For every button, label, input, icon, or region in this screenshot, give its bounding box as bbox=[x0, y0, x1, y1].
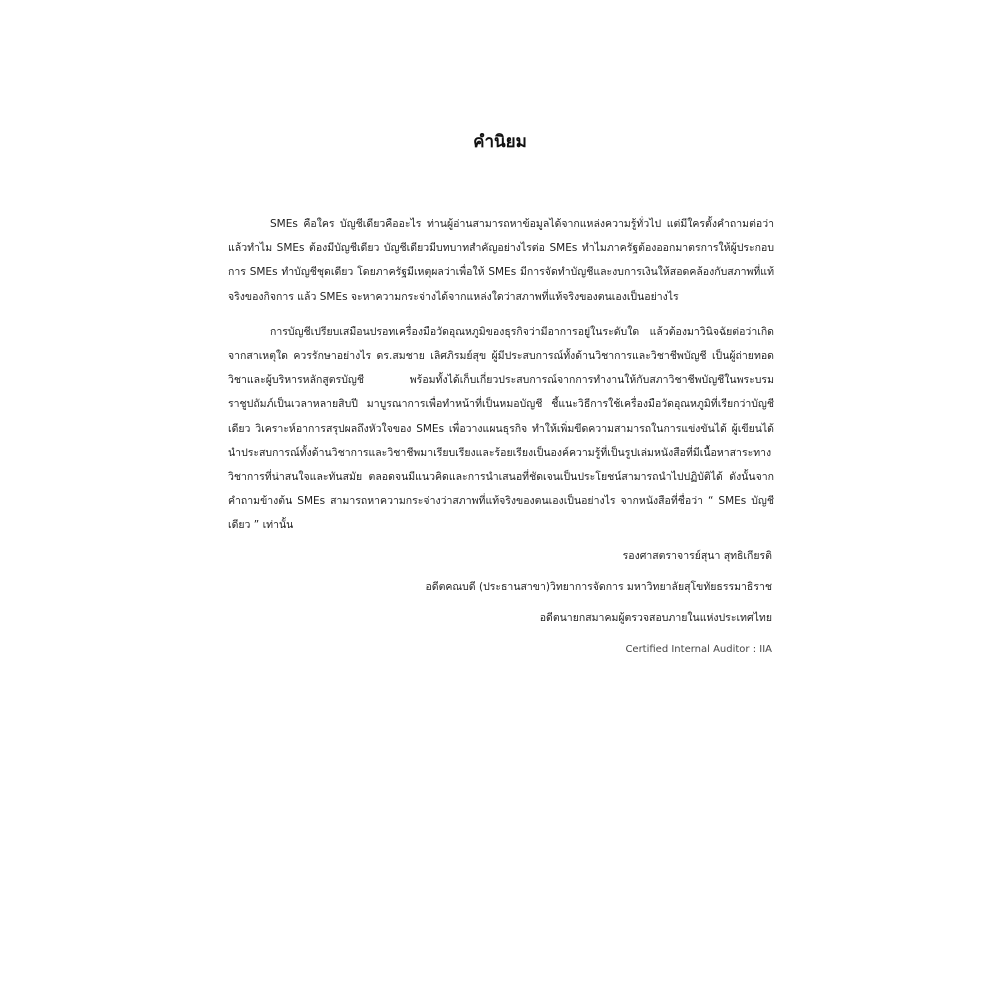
paragraph-1: SMEs คือใคร บัญชีเดียวคืออะไร ท่านผู้อ่านสามารถหาข้อมูลได้จากแหล่งความรู้ทั่วไป แต่มีใครตั้งคำถามต่อว่าแล้วทำไม SMEs ต้องมีบัญชีเดียว บัญชีเดียวมีบทบาทสำคัญอย่างไรต่อ SMEs ทำไมภาครัฐต้องออกมาตรการให้ผู้ประกอบการ SMEs ทำบัญชีชุดเดียว โดยภาครัฐมีเหตุผลว่าเพื่อให้ SMEs มีการจัดทำบัญชีและงบการเงินให้สอดคล้องกับสภาพที่แท้จริงของกิจการ แล้ว SMEs จะหาความกระจ่างได้จากแหล่งใดว่าสภาพที่แท้จริงของตนเองเป็นอย่างไร bbox=[228, 218, 774, 303]
signatory-position-2: อดีตนายกสมาคมผู้ตรวจสอบภายในแห่งประเทศไทย bbox=[539, 612, 772, 624]
paragraph-2: การบัญชีเปรียบเสมือนปรอทเครื่องมือวัดอุณหภูมิของธุรกิจว่ามีอาการอยู่ในระดับใด แล้วต้องมาวินิจฉัยต่อว่าเกิดจากสาเหตุใด ควรรักษาอย่างไร ดร.สมชาย เลิศภิรมย์สุข ผู้มีประสบการณ์ทั้งด้านวิชาการและวิชาชีพบัญชี เป็นผู้ถ่ายทอดวิชาและผู้บริหารหลักสูตรบัญชี พร้อมทั้งได้เก็บเกี่ยวประสบการณ์จากการทำงานให้กับสภาวิชาชีพบัญชีในพระบรมราชูปถัมภ์เป็นเวลาหลายสิบปี มาบูรณาการเพื่อทำหน้าที่เป็นหมอบัญชี ชี้แนะวิธีการใช้เครื่องมือวัดอุณหภูมิที่เรียกว่าบัญชีเดียว วิเคราะห์อาการสรุปผลถึงหัวใจของ SMEs เพื่อวางแผนธุรกิจ ทำให้เพิ่มขีดความสามารถในการแข่งขันได้ ผู้เขียนได้นำประสบการณ์ทั้งด้านวิชาการและวิชาชีพมาเรียบเรียงและร้อยเรียงเป็นองค์ความรู้ที่เป็นรูปเล่มหนังสือที่มีเนื้อหาสาระทางวิชาการที่น่าสนใจและทันสมัย ตลอดจนมีแนวคิดและการนำเสนอที่ชัดเจนเป็นประโยชน์สามารถนำไปปฏิบัติได้ ดังนั้นจากคำถามข้างต้น SMEs สามารถหาความกระจ่างว่าสภาพที่แท้จริงของตนเองเป็นอย่างไร จากหนังสือที่ชื่อว่า “ SMEs บัญชีเดียว ” เท่านั้น bbox=[228, 325, 774, 532]
signatory-position-1: อดีตคณบดี (ประธานสาขา)วิทยาการจัดการ มหาวิทยาลัยสุโขทัยธรรมาธิราช bbox=[425, 581, 772, 593]
page-title: คำนิยม bbox=[473, 132, 527, 152]
signatory-name: รองศาสตราจารย์สุนา สุทธิเกียรติ bbox=[622, 550, 772, 562]
signature-block bbox=[212, 541, 772, 665]
foreword-body bbox=[228, 212, 774, 549]
signatory-certification: Certified Internal Auditor : IIA bbox=[625, 644, 772, 655]
